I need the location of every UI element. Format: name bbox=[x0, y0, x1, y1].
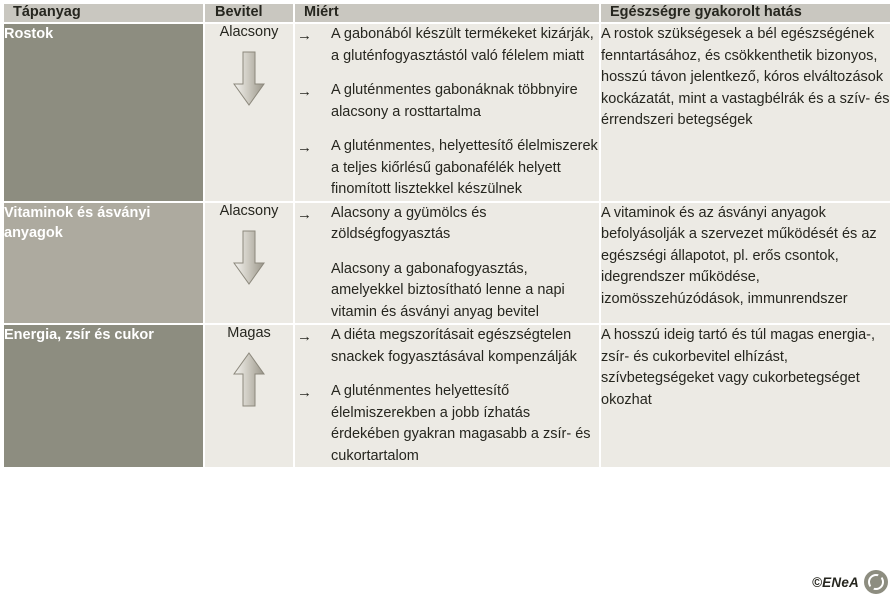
list-item bbox=[295, 325, 599, 368]
list-item-text: A gluténmentes helyettesítő élelmiszerekben a jobb ízhatás érdekében gyakran magasabb a zsír- és cukortartalom bbox=[331, 383, 591, 464]
intake-level-label: Magas bbox=[227, 325, 271, 341]
list-item-text: A gluténmentes gabonáknak többnyire alacsony a rosttartalma bbox=[331, 82, 578, 120]
list-item bbox=[295, 203, 599, 246]
list-item bbox=[295, 80, 599, 123]
table-body bbox=[3, 23, 891, 468]
enea-logo-icon bbox=[864, 570, 888, 594]
intake-cell bbox=[204, 23, 294, 202]
intake-cell bbox=[204, 202, 294, 325]
arrow-up-icon bbox=[232, 351, 266, 409]
table-header bbox=[3, 3, 891, 23]
column-header-why: Miért bbox=[294, 3, 600, 23]
reason-list bbox=[295, 24, 599, 201]
nutrient-table bbox=[2, 2, 892, 469]
list-item-text: Alacsony a gabonafogyasztás, amelyekkel biztosítható lenne a napi vitamin és ásványi anyag bevitel bbox=[331, 260, 565, 320]
reason-list bbox=[295, 203, 599, 324]
list-item bbox=[295, 136, 599, 201]
nutrient-name-cell: Rostok bbox=[3, 23, 204, 202]
arrow-right-icon: → bbox=[297, 205, 312, 223]
why-cell bbox=[294, 324, 600, 468]
arrow-down-icon bbox=[232, 229, 266, 287]
column-header-effect: Egészségre gyakorolt hatás bbox=[600, 3, 891, 23]
why-cell bbox=[294, 23, 600, 202]
intake-cell bbox=[204, 324, 294, 468]
why-cell bbox=[294, 202, 600, 325]
intake-level-label: Alacsony bbox=[219, 202, 279, 219]
list-item bbox=[295, 24, 599, 67]
reason-list bbox=[295, 325, 599, 467]
table-row bbox=[3, 202, 891, 325]
arrow-right-icon: → bbox=[297, 27, 312, 44]
arrow-right-icon: → bbox=[297, 83, 312, 100]
effect-cell: A hosszú ideig tartó és túl magas energia-, zsír- és cukorbevitel elhízást, szívbetegségeket vagy cukorbetegséget okozhat bbox=[600, 324, 891, 468]
list-item-text: A diéta megszorításait egészségtelen snackek fogyasztásával kompenzálják bbox=[331, 327, 577, 365]
footer bbox=[812, 570, 888, 594]
copyright-label: ©ENeA bbox=[812, 574, 859, 590]
arrow-right-icon: → bbox=[297, 384, 312, 401]
column-header-nutrient: Tápanyag bbox=[3, 3, 204, 23]
list-item-text: A gabonából készült termékeket kizárják, a gluténfogyasztástól való félelem miatt bbox=[331, 26, 594, 64]
list-item bbox=[295, 381, 599, 467]
document-page bbox=[0, 2, 894, 598]
effect-cell: A rostok szükségesek a bél egészségének fenntartásához, és csökkenthetik bizonyos, hosszú távon jelentkező, kóros elváltozások kockázatát, mint a vastagbélrák és a szív- és érrendszeri betegségek bbox=[600, 23, 891, 202]
arrow-right-icon: → bbox=[297, 328, 312, 345]
list-item-text: A gluténmentes, helyettesítő élelmiszerek a teljes kiőrlésű gabonafélék helyett finomított lisztekkel készülnek bbox=[331, 138, 598, 197]
list-item-text: Alacsony a gyümölcs és zöldségfogyasztás bbox=[331, 204, 487, 242]
effect-cell: A vitaminok és az ásványi anyagok befolyásolják a szervezet működését és az egészségi állapotot, pl. erős csontok, idegrendszer működése, izomösszehúzódások, immunrendszer bbox=[600, 202, 891, 325]
nutrient-name-cell: Vitaminok és ásványi anyagok bbox=[3, 202, 204, 325]
column-header-intake: Bevitel bbox=[204, 3, 294, 23]
arrow-down-icon bbox=[232, 50, 266, 108]
table-row bbox=[3, 324, 891, 468]
table-header-row bbox=[3, 3, 891, 23]
list-item bbox=[295, 259, 599, 324]
intake-level-label: Alacsony bbox=[219, 24, 279, 40]
nutrient-name-cell: Energia, zsír és cukor bbox=[3, 324, 204, 468]
table-row bbox=[3, 23, 891, 202]
arrow-right-icon: → bbox=[297, 139, 312, 156]
